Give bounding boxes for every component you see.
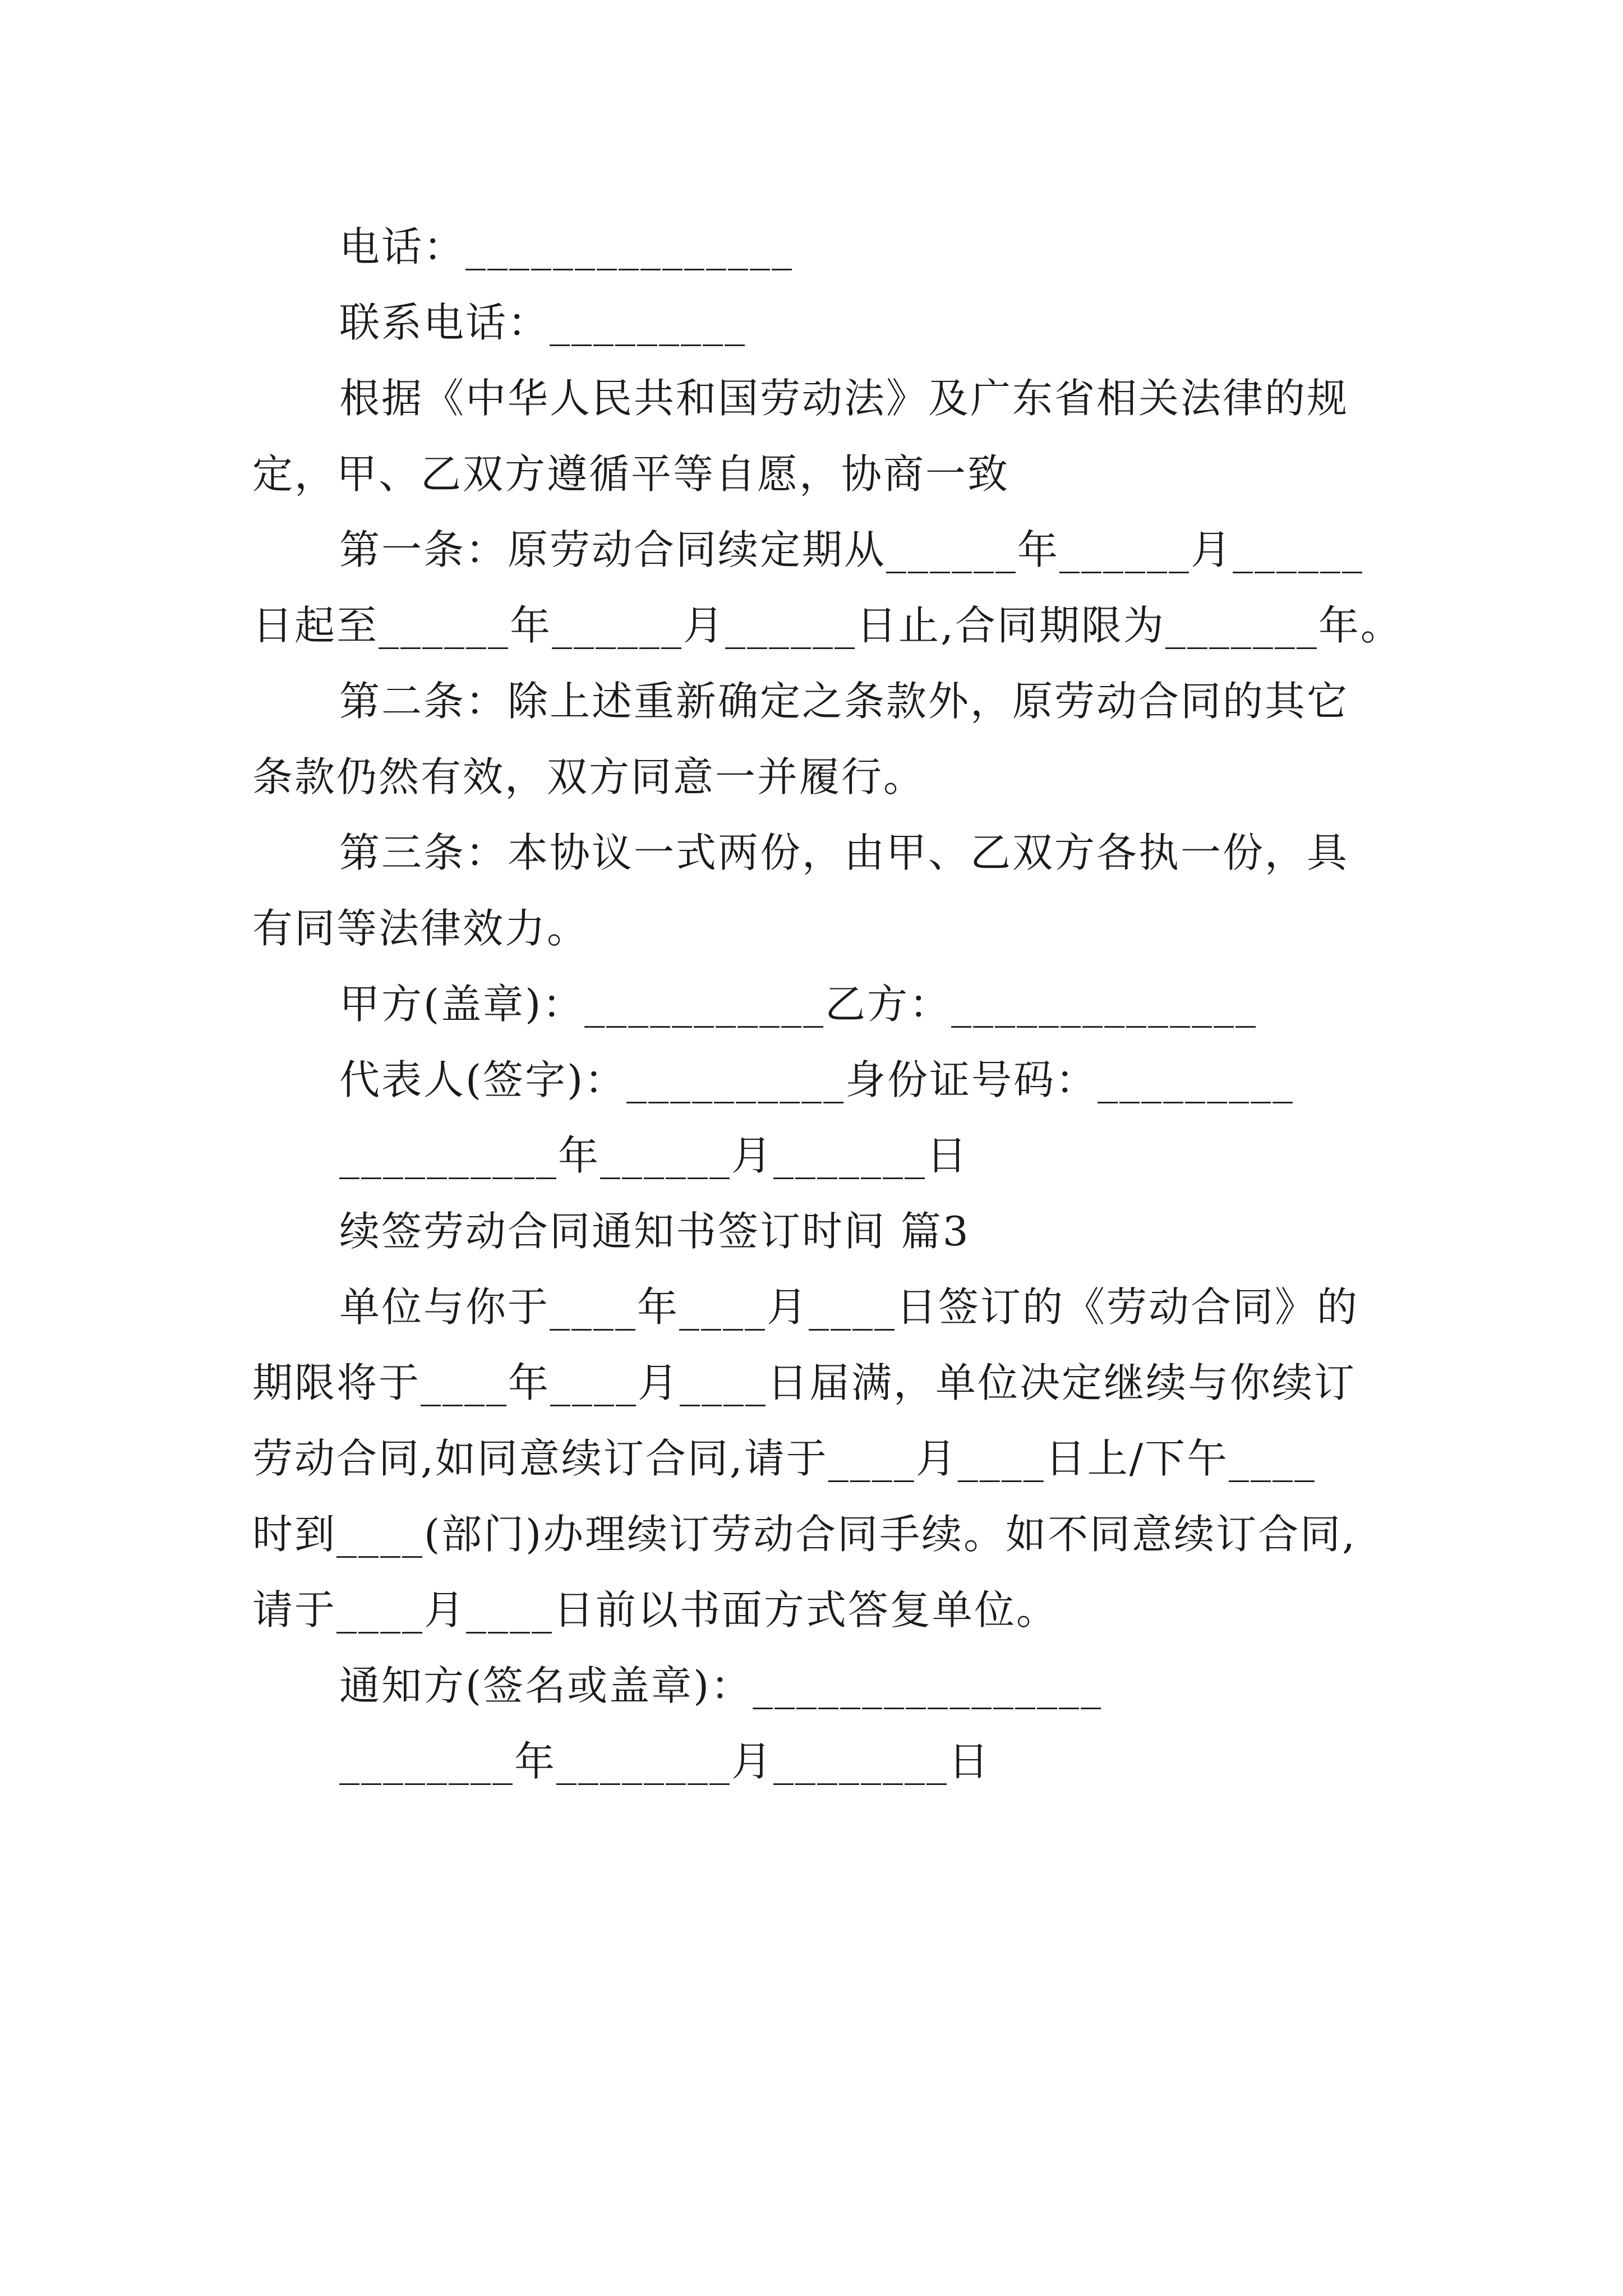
section-heading: 续签劳动合同通知书签订时间 篇3 (339, 1208, 970, 1255)
representative-line: 代表人(签字)：__________身份证号码：_________ (339, 1056, 1295, 1103)
paragraph-line: 定，甲、乙双方遵循平等自愿，协商一致 (252, 450, 1010, 498)
article-2-line: 条款仍然有效，双方同意一并履行。 (252, 753, 926, 800)
contact-phone-line: 联系电话：_________ (339, 299, 747, 346)
article-2-line: 第二条：除上述重新确定之条款外，原劳动合同的其它 (339, 678, 1349, 725)
article-3-line: 有同等法律效力。 (252, 905, 589, 952)
party-a-b-line: 甲方(盖章)：___________乙方：______________ (339, 981, 1258, 1028)
paragraph-line: 根据《中华人民共和国劳动法》及广东省相关法律的规 (339, 375, 1349, 422)
notice-line: 请于____月____日前以书面方式答复单位。 (252, 1586, 1059, 1634)
phone-line: 电话：_______________ (339, 223, 794, 270)
notice-line: 时到____(部门)办理续订劳动合同手续。如不同意续订合同, (252, 1511, 1357, 1558)
notice-line: 期限将于____年____月____日届满，单位决定继续与你续订 (252, 1359, 1357, 1406)
date-line: ________年________月________日 (339, 1738, 990, 1785)
article-3-line: 第三条：本协议一式两份，由甲、乙双方各执一份，具 (339, 829, 1349, 876)
date-line: __________年______月_______日 (339, 1132, 969, 1179)
article-1-line: 第一条：原劳动合同续定期从______年______月______ (339, 526, 1364, 573)
notice-line: 单位与你于____年____月____日签订的《劳动合同》的 (339, 1283, 1359, 1331)
article-1-line: 日起至______年______月______日止,合同期限为_______年。 (252, 602, 1403, 649)
notice-line: 劳动合同,如同意续订合同,请于____月____日上/下午____ (252, 1435, 1317, 1482)
notifier-signature-line: 通知方(签名或盖章)：________________ (339, 1662, 1103, 1709)
